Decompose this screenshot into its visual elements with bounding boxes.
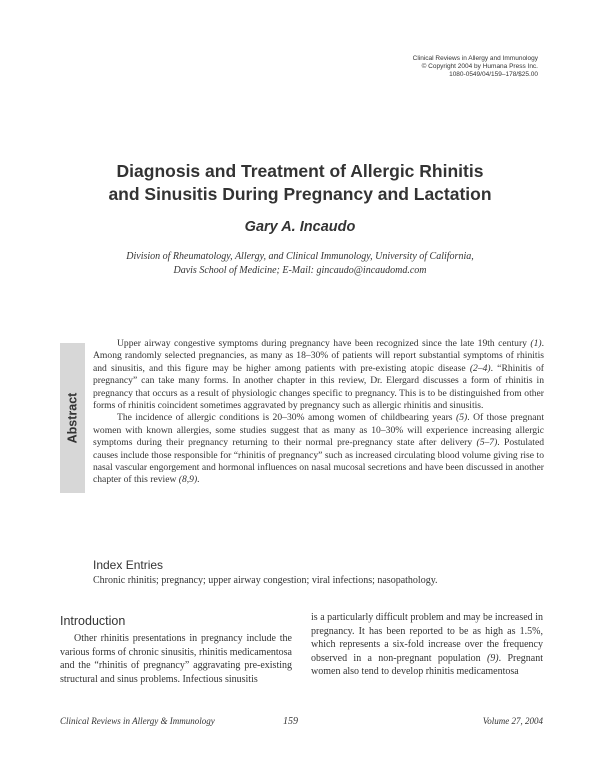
affiliation-line1: Division of Rheumatology, Allergy, and Clinical Immunology, University of California, — [126, 251, 474, 262]
citation: (5) — [456, 412, 468, 424]
introduction-right-column: is a particularly difficult problem and may be increased in pregnancy. It has been reported to be as high as 1.5%, which represents a six-fold increase over the frequency observed in a non-pregnant population (9). Pregnant women also tend to develop rhinitis medicamentosa — [311, 612, 543, 678]
article-title-line1: Diagnosis and Treatment of Allergic Rhinitis — [116, 161, 484, 181]
abstract-label — [60, 343, 85, 493]
running-header — [278, 55, 538, 79]
citation: (9) — [486, 652, 499, 664]
introduction-left-column: Other rhinitis presentations in pregnancy include the various forms of chronic sinusitis, rhinitis medicamentosa and the “rhinitis of pregnancy” aggravating pre-existing structural and sinus problems. Infectious sinusitis — [60, 633, 292, 685]
citation: (8,9) — [178, 474, 198, 486]
citation: (1) — [530, 338, 542, 349]
author-affiliation — [70, 250, 530, 277]
running-header-copyright: © Copyright 2004 by Humana Press Inc. — [421, 63, 538, 70]
article-title-line2: and Sinusitis During Pregnancy and Lactation — [108, 184, 492, 204]
footer-volume: Volume 27, 2004 — [482, 716, 543, 726]
introduction-heading: Introduction — [60, 614, 126, 628]
running-header-journal: Clinical Reviews in Allergy and Immunology — [412, 55, 538, 62]
affiliation-line2: Davis School of Medicine; E-Mail: gincaudo@incaudomd.com — [173, 264, 427, 276]
abstract-paragraph-1: Upper airway congestive symptoms during pregnancy have been recognized since the late 19th century (1). Among randomly selected pregnancies, as many as 18–30% of patients will report substantial symptoms of rhinitis and sinusitis, and this figure may be higher among patients with pre-existing atopic disease (2–4). “Rhinitis of pregnancy” can take many forms. In another chapter in this review, Dr. Elergard discusses a form of rhinitis in pregnancy that occurs as a result of physiologic changes specific to pregnancy. This is to be distinguished from other forms of rhinitis coincident sometimes aggravated by pregnancy such as allergic rhinitis and sinusitis. — [93, 338, 544, 412]
page-number: 159 — [283, 716, 298, 727]
abstract-paragraph-2: The incidence of allergic conditions is 20–30% among women of childbearing years (5). Of those pregnant women with known allergies, some studies suggest that as many as 10–30% will experience increasing allergic symptoms during their pregnancy returning to their normal pre-pregnancy state after delivery (5–7). Postulated causes include those responsible for “rhinitis of pregnancy” such as increased circulating blood volume giving rise to nasal vascular engorgement and hormonal influences on nasal mucosal secretions and have been discussed in another chapter of this review (8,9). — [93, 412, 544, 486]
footer-journal: Clinical Reviews in Allergy & Immunology — [60, 716, 215, 726]
article-title — [60, 160, 540, 206]
index-entries-heading: Index Entries — [93, 558, 164, 572]
citation: (5–7) — [476, 437, 498, 449]
abstract-body — [93, 338, 544, 487]
index-entries-text: Chronic rhinitis; pregnancy; upper airway congestion; viral infections; nasopathology. — [93, 575, 438, 586]
author-name: Gary A. Incaudo — [244, 219, 356, 235]
running-header-issn: 1080-0549/04/159–178/$25.00 — [449, 71, 538, 78]
abstract-label-text: Abstract — [65, 392, 80, 444]
citation: (2–4) — [469, 362, 491, 374]
